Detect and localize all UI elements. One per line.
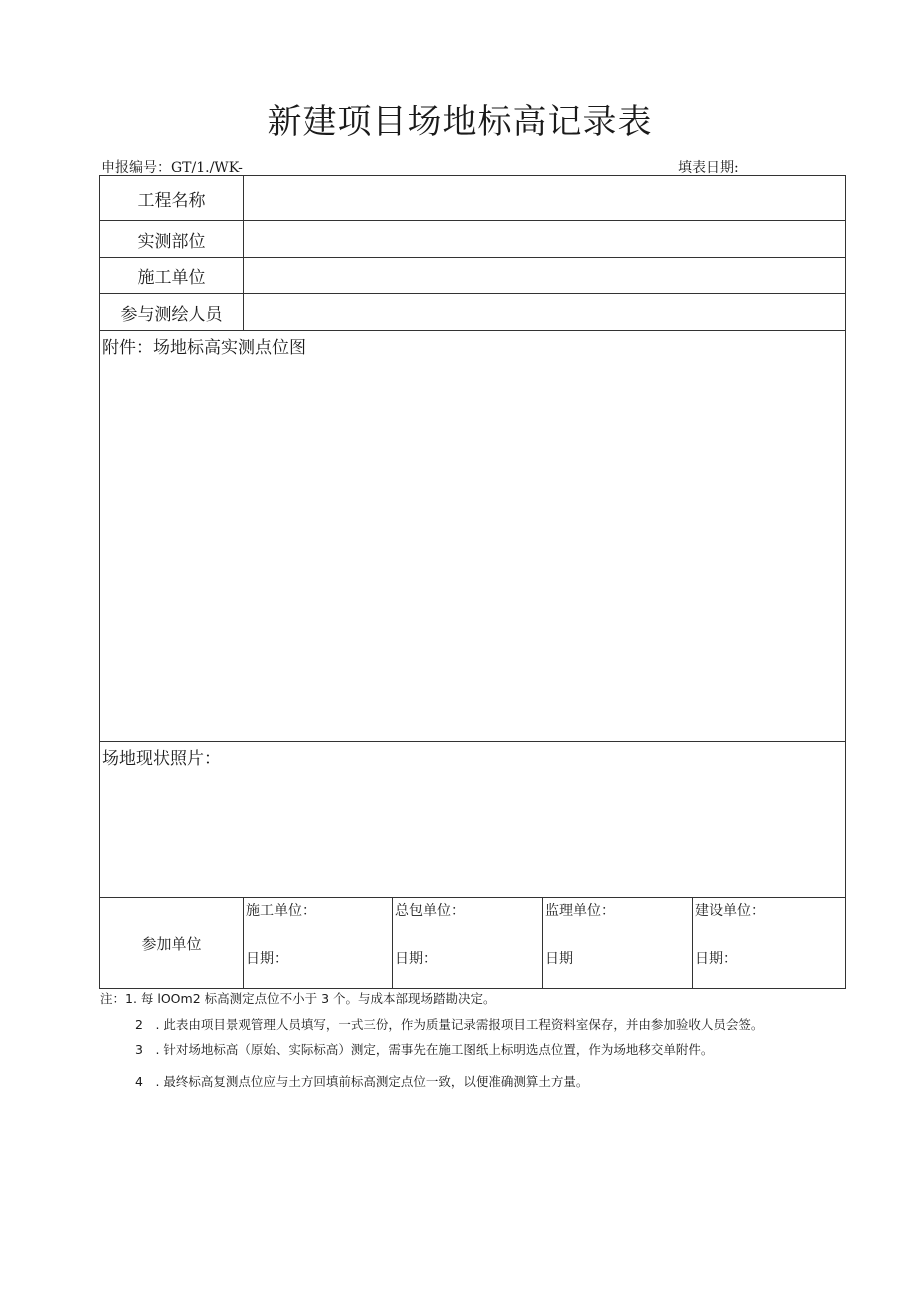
photo-area[interactable] <box>100 742 846 898</box>
row-label-survey-staff: 参与测绘人员 <box>100 294 244 331</box>
attachment-label: 附件：场地标高实测点位图 <box>102 338 306 358</box>
project-name-field[interactable] <box>244 176 846 221</box>
signature-cell-supervision[interactable] <box>543 898 693 989</box>
record-table <box>99 175 846 989</box>
table-row <box>100 176 846 221</box>
row-label-construction-unit: 施工单位 <box>100 258 244 294</box>
date-label: 日期 <box>545 951 573 967</box>
note-item: 3 . 针对场地标高（原始、实际标高）测定，需事先在施工图纸上标明选点位置，作为场地移交单附件。 <box>135 1042 714 1057</box>
table-row <box>100 898 846 989</box>
signature-cell-owner[interactable] <box>693 898 846 989</box>
note-item: 注：1. 每 lOOm2 标高测定点位不小于 3 个。与成本部现场踏勘决定。 <box>100 991 496 1006</box>
table-row <box>100 258 846 294</box>
participants-label: 参加单位 <box>100 898 244 989</box>
form-title: 新建项目场地标高记录表 <box>267 102 653 142</box>
construction-unit-field[interactable] <box>244 258 846 294</box>
table-row <box>100 221 846 258</box>
date-label: 日期： <box>246 951 288 967</box>
unit-label: 监理单位： <box>545 903 615 919</box>
date-label: 日期： <box>395 951 437 967</box>
table-row <box>100 742 846 898</box>
table-row <box>100 294 846 331</box>
note-item: 4 . 最终标高复测点位应与土方回填前标高测定点位一致，以便准确测算土方量。 <box>135 1074 589 1089</box>
attachment-area[interactable] <box>100 331 846 742</box>
unit-label: 建设单位： <box>695 903 765 919</box>
fill-date: 填表日期: <box>678 160 739 176</box>
row-label-measured-part: 实测部位 <box>100 221 244 258</box>
signature-cell-general-contractor[interactable] <box>393 898 543 989</box>
unit-label: 总包单位： <box>395 903 465 919</box>
note-item: 2 . 此表由项目景观管理人员填写，一式三份，作为质量记录需报项目工程资料室保存，并由参加验收人员会签。 <box>135 1017 764 1032</box>
row-label-project-name: 工程名称 <box>100 176 244 221</box>
report-number: 申报编号：GT/1./WK- <box>101 160 243 176</box>
photo-label: 场地现状照片： <box>102 749 221 769</box>
table-row <box>100 331 846 742</box>
unit-label: 施工单位： <box>246 903 316 919</box>
measured-part-field[interactable] <box>244 221 846 258</box>
signature-cell-construction[interactable] <box>244 898 393 989</box>
survey-staff-field[interactable] <box>244 294 846 331</box>
date-label: 日期： <box>695 951 737 967</box>
